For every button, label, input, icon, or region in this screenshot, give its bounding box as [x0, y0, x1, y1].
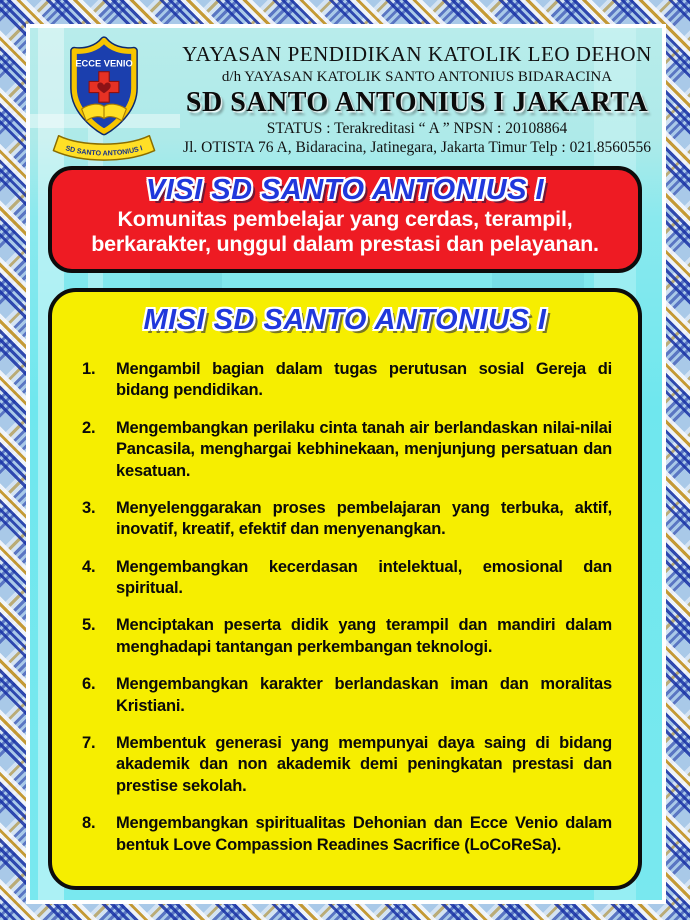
misi-item-number: 4.: [82, 557, 96, 576]
misi-item-text: Menyelenggarakan proses pembelajaran yang terbuka, aktif, inovatif, kreatif, efektif dan menyenangkan.: [116, 498, 612, 539]
misi-item-text: Mengambil bagian dalam tugas perutusan sosial Gereja di bidang pendidikan.: [116, 359, 612, 400]
misi-item-number: 8.: [82, 814, 96, 833]
misi-item-4: [82, 557, 612, 600]
misi-item-text: Mengembangkan kecerdasan intelektual, emosional dan spiritual.: [116, 557, 612, 598]
misi-item-text: Membentuk generasi yang mempunyai daya saing di bidang akademik dan non akademik demi peningkatan prestasi dan prestise sekolah.: [116, 733, 612, 795]
misi-item-number: 5.: [82, 616, 96, 635]
misi-title: MISI SD SANTO ANTONIUS I: [143, 304, 547, 336]
misi-item-number: 2.: [82, 418, 96, 437]
misi-item-text: Mengembangkan spiritualitas Dehonian dan Ecce Venio dalam bentuk Love Compassion Readines Sacrifice (LoCoReSa).: [116, 814, 612, 854]
misi-item-5: [82, 615, 612, 658]
school-name: SD SANTO ANTONIUS I JAKARTA: [185, 87, 649, 118]
header: [30, 28, 662, 164]
visi-title: VISI SD SANTO ANTONIUS I: [145, 174, 545, 206]
misi-item-number: 7.: [82, 733, 96, 752]
former-foundation-name: d/h YAYASAN KATOLIK SANTO ANTONIUS BIDARACINA: [221, 69, 613, 85]
accreditation-status: STATUS : Terakreditasi “ A ” NPSN : 20108864: [266, 120, 568, 137]
misi-item-text: Mengembangkan karakter berlandaskan iman dan moralitas Kristiani.: [116, 675, 612, 715]
logo-motto: ECCE VENIO: [75, 58, 133, 69]
school-logo-graphic: [40, 36, 168, 164]
misi-box: [48, 288, 642, 890]
misi-item-6: [82, 674, 612, 717]
misi-item-2: [82, 418, 612, 482]
misi-item-7: [82, 733, 612, 797]
header-text: [178, 34, 662, 164]
school-logo: [30, 34, 178, 164]
logo-ribbon-text: SD SANTO ANTONIUS I: [64, 145, 144, 158]
visi-text-line2: berkarakter, unggul dalam prestasi dan pelayanan.: [91, 232, 599, 257]
misi-item-number: 6.: [82, 675, 96, 694]
school-address: Jl. OTISTA 76 A, Bidaracina, Jatinegara, Jakarta Timur Telp : 021.8560556: [183, 139, 651, 156]
visi-text-line1: Komunitas pembelajar yang cerdas, terampil,: [117, 206, 573, 231]
misi-item-1: [82, 359, 612, 402]
misi-list: [52, 337, 638, 886]
misi-item-text: Mengembangkan perilaku cinta tanah air berlandaskan nilai-nilai Pancasila, menghargai kebhinekaan, menjunjung persatuan dan kesatuan.: [116, 418, 612, 480]
misi-item-number: 1.: [82, 359, 96, 378]
misi-item-number: 3.: [82, 498, 96, 517]
visi-box: [48, 166, 642, 273]
misi-item-8: [82, 813, 612, 856]
poster-panel: [26, 24, 666, 904]
foundation-name: YAYASAN PENDIDIKAN KATOLIK LEO DEHON: [182, 42, 652, 66]
misi-item-3: [82, 498, 612, 541]
misi-item-text: Menciptakan peserta didik yang terampil dan mandiri dalam menghadapi tantangan perkembangan teknologi.: [116, 616, 612, 656]
